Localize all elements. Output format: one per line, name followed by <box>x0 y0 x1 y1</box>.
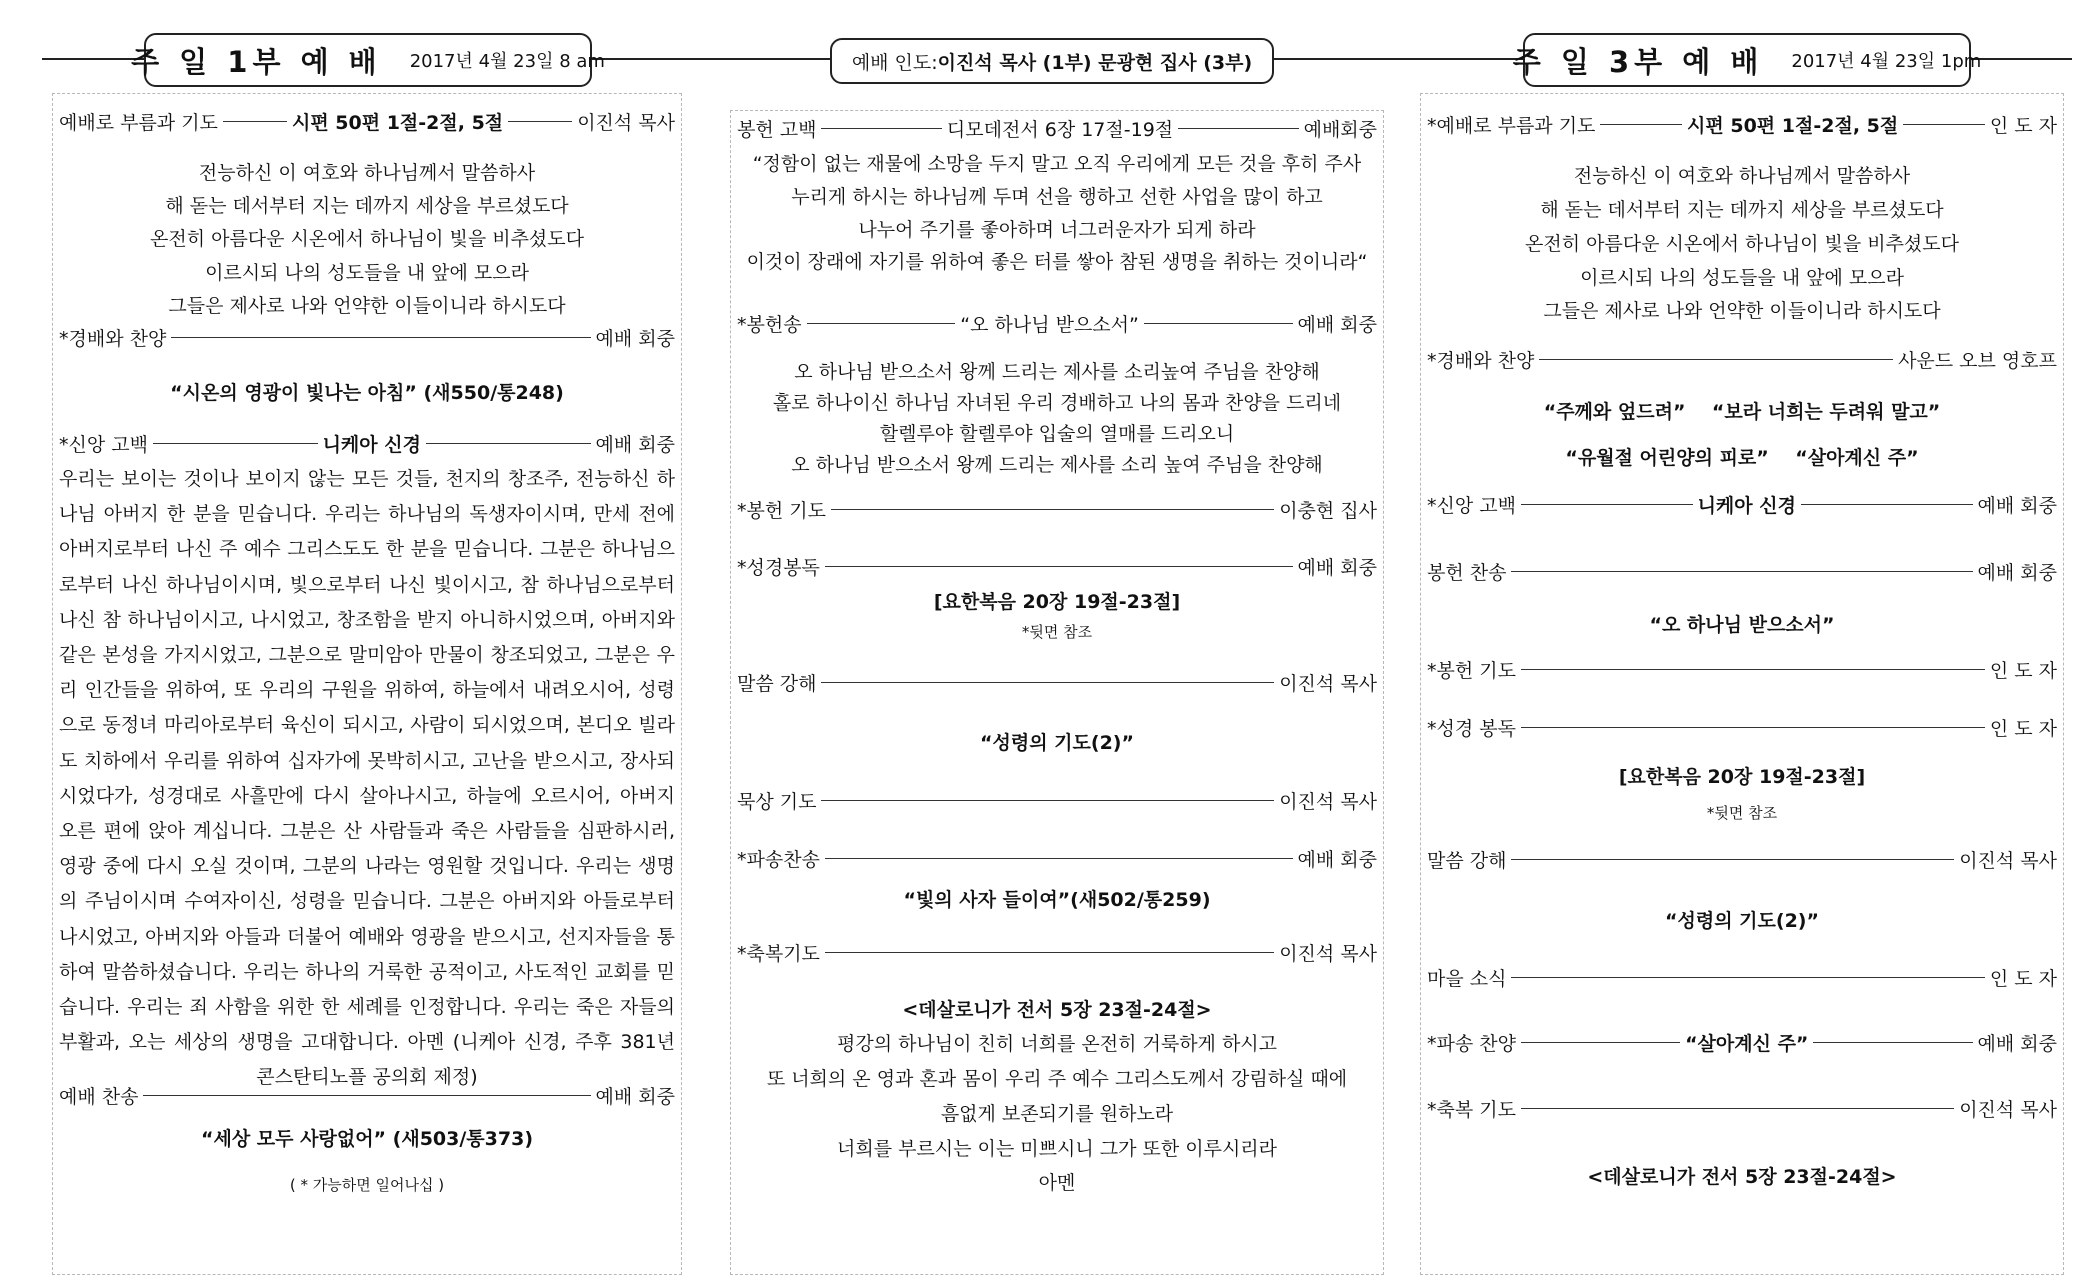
prayer-who: 이충현 집사 <box>1279 500 1377 522</box>
scripture-reading-row <box>1427 714 2057 741</box>
bless-ref: <데살로니가 전서 5장 23절-24절> <box>902 999 1212 1021</box>
offer-song: “오 하나님 받으소서” <box>1649 614 1835 636</box>
lyrics-line: 할렐루야 할렐루야 입술의 열매를 드리오니 <box>879 423 1235 445</box>
leader-line <box>821 682 1274 683</box>
psalm-line: 그들은 제사로 나와 언약한 이들이니라 하시도다 <box>1543 300 1941 322</box>
leader-line <box>1813 1042 1972 1043</box>
offering-prayer-row <box>737 496 1377 523</box>
header-center-prefix: 예배 인도: <box>851 51 938 74</box>
offer-verse-line: “정함이 없는 재물에 소망을 두지 말고 오직 우리에게 모든 것을 후히 주사 <box>752 153 1362 175</box>
psalm-line: 이르시되 나의 성도들을 내 앞에 모으라 <box>1580 267 1904 289</box>
sending-song-num: (새502/통259) <box>1070 889 1211 911</box>
sermon-title: “성령의 기도(2)” <box>980 732 1134 754</box>
creed-label: *신앙 고백 <box>59 434 148 456</box>
praise-song: “살아계신 주” <box>1795 447 1919 469</box>
offer-label: 봉헌 찬송 <box>1427 562 1507 584</box>
column-center <box>730 110 1384 1275</box>
reading-label: *성경봉독 <box>737 557 820 579</box>
bless-line: 또 너희의 온 영과 혼과 몸이 우리 주 예수 그리스도께서 강림하실 때에 <box>766 1068 1348 1090</box>
header-right-box <box>1512 33 1982 87</box>
call-to-worship-row <box>1427 111 2057 138</box>
leader-line <box>1521 1108 1954 1109</box>
leader-line <box>825 952 1274 953</box>
offer-verse-line: 나누어 주기를 좋아하며 너그러운자가 되게 하라 <box>858 219 1256 241</box>
sermon-row <box>1427 846 2057 873</box>
praise-who: 예배 회중 <box>595 328 675 350</box>
offering-hymn-row <box>1427 558 2057 585</box>
offering-prayer-row <box>1427 656 2057 683</box>
village-news-row <box>1427 964 2057 991</box>
offering-confession-row <box>737 115 1377 142</box>
leader-line <box>223 121 287 122</box>
creed-who: 예배 회중 <box>1977 495 2058 517</box>
psalm-line: 전능하신 이 여호와 하나님께서 말씀하사 <box>1573 165 1911 187</box>
leader-line <box>1511 977 1984 978</box>
leader-line <box>807 323 956 324</box>
leader-line <box>153 443 318 444</box>
leader-line <box>1521 727 1985 728</box>
psalm-line: 온전히 아름다운 시온에서 하나님이 빛을 비추셨도다 <box>150 228 584 250</box>
lyrics-line: 오 하나님 받으소서 왕께 드리는 제사를 소리높여 주님을 찬양해 <box>794 361 1320 383</box>
header-center-names: 이진석 목사 (1부) 문광현 집사 (3부) <box>937 51 1253 74</box>
silent-label: 묵상 기도 <box>737 791 817 813</box>
reading-ref: [요한복음 20장 19절-23절] <box>1618 766 1866 788</box>
sending-song-line <box>731 885 1383 912</box>
praise-label: *경배와 찬양 <box>1427 350 1535 372</box>
leader-line <box>1511 859 1954 860</box>
leader-line <box>1521 1042 1680 1043</box>
header-right-date: 2017년 4월 23일 1pm <box>1791 51 1982 72</box>
sermon-who: 이진석 목사 <box>1959 850 2057 872</box>
sermon-title: “성령의 기도(2)” <box>1665 910 1819 932</box>
call-to-worship-row <box>59 108 675 135</box>
prayer-who: 인 도 자 <box>1989 660 2057 682</box>
praise-song: “시온의 영광이 빛나는 아침” <box>170 382 417 404</box>
leader-line <box>426 443 591 444</box>
header-left-date: 2017년 4월 23일 8 am <box>409 51 605 72</box>
leader-line <box>1521 669 1985 670</box>
leader-line <box>1801 504 1973 505</box>
song-who: 예배 회중 <box>1297 314 1378 336</box>
leader-line <box>1539 359 1893 360</box>
leader-line <box>825 858 1293 859</box>
leader-line <box>831 509 1274 510</box>
sending-label: *파송찬송 <box>737 849 820 871</box>
psalm-line: 전능하신 이 여호와 하나님께서 말씀하사 <box>198 162 536 184</box>
praise-label: *경배와 찬양 <box>59 328 167 350</box>
offer-text: 디모데전서 6장 17절-19절 <box>946 119 1174 141</box>
bless-ref: <데살로니가 전서 5장 23절-24절> <box>1587 1166 1897 1188</box>
bless-who: 이진석 목사 <box>1279 943 1377 965</box>
offer-label: 봉헌 고백 <box>737 119 817 141</box>
hymn-row <box>59 1082 675 1109</box>
song-label: *봉헌송 <box>737 314 802 336</box>
offertory-song-row <box>737 310 1377 337</box>
leader-line <box>1903 124 1985 125</box>
praise-song: “유월절 어린양의 피로” <box>1565 447 1769 469</box>
hymn-song-line <box>53 1124 681 1151</box>
praise-row <box>1427 346 2057 373</box>
sending-hymn-row <box>1427 1029 2057 1056</box>
offer-who: 예배 회중 <box>1977 562 2057 584</box>
bless-line: 너희를 부르시는 이는 미쁘시니 그가 또한 이루시리라 <box>836 1138 1278 1160</box>
call-text: 시편 50편 1절-2절, 5절 <box>1687 115 1899 137</box>
silent-prayer-row <box>737 787 1377 814</box>
news-label: 마을 소식 <box>1427 968 1507 990</box>
praise-song: “주께와 엎드려” <box>1543 401 1686 423</box>
header-left-box <box>131 33 605 87</box>
lyrics-line: 홀로 하나이신 하나님 자녀된 우리 경배하고 나의 몸과 찬양을 드리네 <box>772 392 1342 414</box>
scripture-reading-row <box>737 553 1377 580</box>
psalm-line: 그들은 제사로 나와 언약한 이들이니라 하시도다 <box>168 295 566 317</box>
psalm-line: 해 돋는 데서부터 지는 데까지 세상을 부르셨도다 <box>1540 199 1944 221</box>
praise-song-num: (새550/통248) <box>416 382 564 404</box>
creed-row <box>59 430 675 457</box>
benediction-row <box>1427 1095 2057 1122</box>
leader-line <box>825 566 1293 567</box>
sermon-who: 이진석 목사 <box>1279 673 1377 695</box>
sending-song: “빛의 사자 들이여” <box>903 889 1071 911</box>
bless-label: *축복 기도 <box>1427 1099 1516 1121</box>
psalm-line: 이르시되 나의 성도들을 내 앞에 모으라 <box>205 262 529 284</box>
sending-text: “살아계신 주” <box>1685 1033 1809 1055</box>
news-who: 인 도 자 <box>1989 968 2057 990</box>
bless-line: 흠없게 보존되기를 원하노라 <box>940 1103 1174 1125</box>
sermon-row <box>737 669 1377 696</box>
sermon-label: 말씀 강해 <box>1427 850 1507 872</box>
praise-songs-line-2 <box>1421 443 2063 470</box>
creed-text: 니케아 신경 <box>322 434 421 456</box>
offer-verse-line: 누리게 하시는 하나님께 두며 선을 행하고 선한 사업을 많이 하고 <box>791 186 1323 208</box>
leader-line <box>1178 128 1298 129</box>
hymn-who: 예배 회중 <box>595 1086 675 1108</box>
call-text: 시편 50편 1절-2절, 5절 <box>291 112 504 134</box>
offer-who: 예배회중 <box>1303 119 1378 141</box>
leader-line <box>821 128 941 129</box>
column-3rd-service <box>1420 93 2064 1275</box>
header-left-title: 주 일 1부 예 배 <box>131 44 382 79</box>
sending-hymn-row <box>737 845 1377 872</box>
prayer-label: *봉헌 기도 <box>1427 660 1516 682</box>
bless-who: 이진석 목사 <box>1959 1099 2057 1121</box>
sermon-label: 말씀 강해 <box>737 673 817 695</box>
bless-label: *축복기도 <box>737 943 820 965</box>
offer-verse-line: 이것이 장래에 자기를 위하여 좋은 터를 쌓아 참된 생명을 취하는 것이니라“ <box>746 251 1368 273</box>
call-label: *예배로 부름과 기도 <box>1427 115 1596 137</box>
leader-line <box>821 800 1274 801</box>
lyrics-line: 오 하나님 받으소서 왕께 드리는 제사를 소리 높여 주님을 찬양해 <box>791 454 1323 476</box>
psalm-line: 해 돋는 데서부터 지는 데까지 세상을 부르셨도다 <box>165 195 569 217</box>
hymn-song: “세상 모두 사랑없어” <box>201 1128 387 1150</box>
hymn-song-num: (새503/통373) <box>386 1128 533 1150</box>
benediction-row <box>737 939 1377 966</box>
leader-line <box>1511 571 1972 572</box>
leader-line <box>143 1095 590 1096</box>
reading-note: *뒷면 참조 <box>1021 623 1093 641</box>
leader-line <box>1521 504 1693 505</box>
call-who: 이진석 목사 <box>577 112 676 134</box>
creed-body: 우리는 보이는 것이나 보이지 않는 모든 것들, 천지의 창조주, 전능하신 하나님 아버지 한 분을 믿습니다. 우리는 하나님의 독생자이시며, 만세 전에 아버지로부터 나신 주 예수 그리스도도 한 분을 믿습니다. 그분은 하나님으로부터 나신 하나님이시며, 빛으로부터 나신 빛이시고, 참 하나님으로부터 나신 참 하나님이시고, 나시었고, 창조함을 받지 아니하시었으며, 아버지와 같은 본성을 가지시었고, 그분으로 말미암아 만물이 창조되었고, 그분은 우리 인간들을 위하여, 또 우리의 구원을 위하여, 하늘에서 내려오시어, 성령으로 동정녀 마리아로부터 육신이 되시고, 사람이 되시었으며, 본디오 빌라도 치하에서 우리를 위하여 십자가에 못박히시고, 고난을 받으시고, 장사되시었다가, 성경대로 사흘만에 다시 살아나시고, 하늘에 오르시어, 아버지 오른 편에 앉아 계십니다. 그분은 산 사람들과 죽은 사람들을 심판하시러, 영광 중에 다시 오실 것이며, 그분의 나라는 영원할 것입니다. 우리는 생명의 주님이시며 수여자이신, 성령을 믿습니다. 그분은 아버지와 아들로부터 나시었고, 아버지와 아들과 더불어 예배와 영광을 받으시고, 선지자들을 통하여 말씀하셨습니다. 우리는 하나의 거룩한 공적이고, 사도적인 교회를 믿습니다. 우리는 죄 사함을 위한 한 세례를 인정합니다. 우리는 죽은 자들의 부활과, 오는 세상의 생명을 고대합니다. 아멘 (니케아 신경, 주후 381년 콘스탄티노플 공의회 제정) <box>59 468 675 1089</box>
reading-note: *뒷면 참조 <box>1706 804 1778 822</box>
prayer-label: *봉헌 기도 <box>737 500 826 522</box>
song-text: “오 하나님 받으소서” <box>960 314 1139 336</box>
bless-line: 평강의 하나님이 친히 너희를 온전히 거룩하게 하시고 <box>836 1033 1278 1055</box>
bless-line: 아멘 <box>1038 1172 1076 1194</box>
header-center-box <box>830 38 1274 84</box>
creed-row <box>1427 491 2057 518</box>
creed-who: 예배 회중 <box>595 434 676 456</box>
call-who: 인 도 자 <box>1989 115 2058 137</box>
silent-who: 이진석 목사 <box>1279 791 1377 813</box>
sending-who: 예배 회중 <box>1977 1033 2057 1055</box>
praise-songs-line-1 <box>1421 397 2063 424</box>
reading-who: 인 도 자 <box>1989 718 2057 740</box>
sending-label: *파송 찬양 <box>1427 1033 1516 1055</box>
sending-who: 예배 회중 <box>1297 849 1377 871</box>
standing-note: ( * 가능하면 일어나십 ) <box>289 1176 445 1194</box>
call-label: 예배로 부름과 기도 <box>59 112 218 134</box>
praise-row <box>59 324 675 351</box>
psalm-line: 온전히 아름다운 시온에서 하나님이 빛을 비추셨도다 <box>1525 233 1959 255</box>
hymn-label: 예배 찬송 <box>59 1086 139 1108</box>
header-right-title: 주 일 3부 예 배 <box>1512 44 1764 79</box>
column-1st-service <box>52 93 682 1275</box>
praise-who: 사운드 오브 영호프 <box>1898 350 2057 372</box>
leader-line <box>1600 124 1682 125</box>
reading-who: 예배 회중 <box>1297 557 1377 579</box>
reading-ref: [요한복음 20장 19절-23절] <box>933 591 1181 613</box>
creed-label: *신앙 고백 <box>1427 495 1516 517</box>
praise-song-line <box>53 378 681 405</box>
leader-line <box>508 121 572 122</box>
creed-text: 니케아 신경 <box>1697 495 1796 517</box>
praise-song: “보라 너희는 두려워 말고” <box>1711 401 1941 423</box>
reading-label: *성경 봉독 <box>1427 718 1516 740</box>
leader-line <box>1144 323 1293 324</box>
leader-line <box>171 337 590 338</box>
